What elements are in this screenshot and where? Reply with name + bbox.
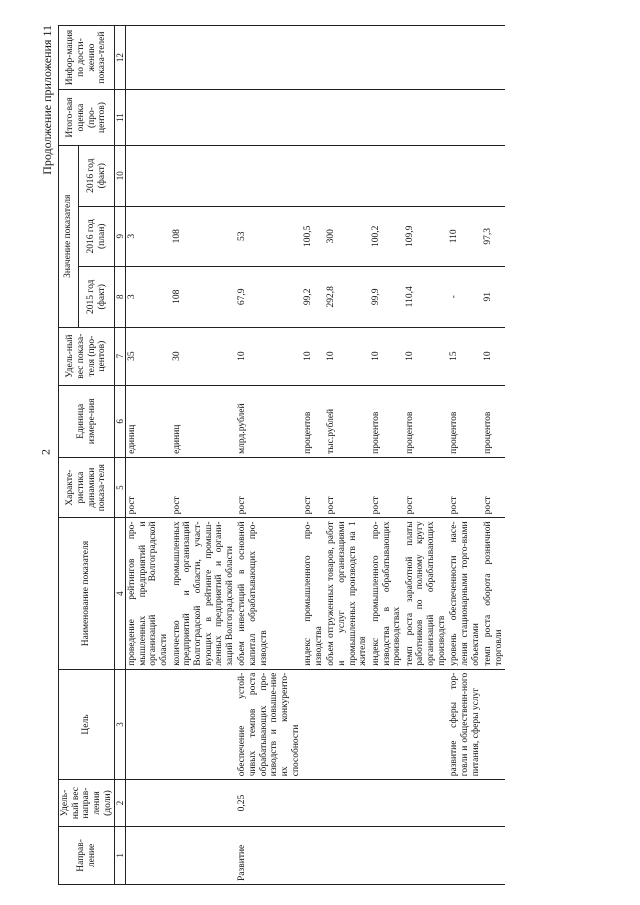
dynamics-cell: рост: [126, 457, 171, 518]
indicator-weight-cell: 10: [370, 327, 404, 385]
unit-cell: процентов: [482, 385, 505, 457]
direction-cell: [404, 826, 449, 884]
value-2016-fact-cell: [404, 145, 449, 206]
direction-cell: [171, 826, 237, 884]
goal-cell: [126, 669, 171, 780]
dynamics-cell: рост: [302, 457, 325, 518]
value-2015-cell: 110,4: [404, 267, 449, 328]
indicator-weight-cell: 10: [302, 327, 325, 385]
header-2016-fact: 2016 год (факт): [79, 145, 115, 206]
indicator-cell: индекс промышленного про-изводства: [302, 518, 325, 669]
value-2015-cell: 292,8: [325, 267, 370, 328]
info-cell: [236, 26, 302, 90]
direction-cell: [126, 826, 171, 884]
final-score-cell: [171, 90, 237, 146]
unit-cell: процентов: [404, 385, 449, 457]
table-row: [325, 26, 370, 885]
col-num: 5: [115, 457, 126, 518]
header-dynamics: Характе-ристика динамики показа-теля: [59, 457, 115, 518]
info-cell: [302, 26, 325, 90]
table-row: [171, 26, 237, 885]
final-score-cell: [126, 90, 171, 146]
value-2016-fact-cell: [448, 145, 482, 206]
dynamics-cell: рост: [325, 457, 370, 518]
indicator-cell: индекс промышленного про-изводства в обрабатывающих производствах: [370, 518, 404, 669]
direction-cell: [302, 826, 325, 884]
indicator-cell: количество промышленных предприятий и организаций Волгоградской области, участ-вующих в рейтинге промыш-ленных предприятий и органи-заций Волгоградской области: [171, 518, 237, 669]
page-number: 2: [38, 449, 53, 455]
indicator-weight-cell: 10: [325, 327, 370, 385]
indicator-cell: темп роста заработной платы работников по полному кругу организаций обрабатывающих производств: [404, 518, 449, 669]
header-weight: Удель-ный вес направ-ления (доли): [59, 780, 115, 827]
dynamics-cell: рост: [448, 457, 482, 518]
unit-cell: единиц: [171, 385, 237, 457]
value-2015-cell: 3: [126, 267, 171, 328]
dynamics-cell: рост: [404, 457, 449, 518]
value-2016-fact-cell: [302, 145, 325, 206]
goal-cell: [482, 669, 505, 780]
col-num: 10: [115, 145, 126, 206]
goal-cell: [302, 669, 325, 780]
header-goal: Цель: [59, 669, 115, 780]
value-2016-plan-cell: 108: [171, 206, 237, 267]
col-num: 11: [115, 90, 126, 146]
header-unit: Единица измере-ния: [59, 385, 115, 457]
indicator-weight-cell: 10: [404, 327, 449, 385]
table-row: [482, 26, 505, 885]
info-cell: [448, 26, 482, 90]
value-2015-cell: 91: [482, 267, 505, 328]
value-2016-plan-cell: 110: [448, 206, 482, 267]
table-row: [404, 26, 449, 885]
unit-cell: процентов: [370, 385, 404, 457]
goal-cell: обеспечение устой-чивых темпов роста обрабатывающих про-изводств и повыше-ние их конкуренто-способности: [236, 669, 302, 780]
indicator-weight-cell: 30: [171, 327, 237, 385]
dynamics-cell: рост: [236, 457, 302, 518]
value-2015-cell: 99,2: [302, 267, 325, 328]
weight-cell: [370, 780, 404, 827]
value-2016-fact-cell: [171, 145, 237, 206]
value-2016-plan-cell: 100,2: [370, 206, 404, 267]
direction-cell: Развитие: [236, 826, 302, 884]
value-2016-plan-cell: 100,5: [302, 206, 325, 267]
info-cell: [482, 26, 505, 90]
direction-cell: [325, 826, 370, 884]
info-cell: [325, 26, 370, 90]
indicators-table: [58, 25, 505, 885]
header-indicator: Наименование показателя: [59, 518, 115, 669]
table-row: [126, 26, 171, 885]
unit-cell: единиц: [126, 385, 171, 457]
header-info: Инфор-мация по дости-жению показа-телей: [59, 26, 115, 90]
dynamics-cell: рост: [171, 457, 237, 518]
indicator-cell: проведение рейтингов про-мышленных предприятий и организаций Волгоградской области: [126, 518, 171, 669]
value-2016-plan-cell: 53: [236, 206, 302, 267]
weight-cell: 0,25: [236, 780, 302, 827]
header-direction: Направ-ление: [59, 826, 115, 884]
final-score-cell: [448, 90, 482, 146]
indicator-weight-cell: 15: [448, 327, 482, 385]
column-number-row: [115, 26, 126, 885]
landscape-content: [32, 25, 612, 885]
weight-cell: [482, 780, 505, 827]
info-cell: [404, 26, 449, 90]
direction-cell: [448, 826, 482, 884]
value-2015-cell: 108: [171, 267, 237, 328]
col-num: 8: [115, 267, 126, 328]
final-score-cell: [482, 90, 505, 146]
direction-cell: [370, 826, 404, 884]
col-num: 7: [115, 327, 126, 385]
unit-cell: тыс.рублей: [325, 385, 370, 457]
indicator-weight-cell: 10: [236, 327, 302, 385]
col-num: 6: [115, 385, 126, 457]
goal-cell: [325, 669, 370, 780]
indicator-cell: уровень обеспеченности насе-ления стационарными торго-выми объектами: [448, 518, 482, 669]
unit-cell: процентов: [302, 385, 325, 457]
weight-cell: [404, 780, 449, 827]
indicator-weight-cell: 10: [482, 327, 505, 385]
final-score-cell: [325, 90, 370, 146]
value-2016-plan-cell: 300: [325, 206, 370, 267]
direction-cell: [482, 826, 505, 884]
dynamics-cell: рост: [370, 457, 404, 518]
header-final: Итого-вая оценка (про-центов): [59, 90, 115, 146]
table-row: [370, 26, 404, 885]
table-row: [236, 26, 302, 885]
indicator-cell: объем отгруженных товаров, работ и услуг организациями промышленных производств на 1 жителя: [325, 518, 370, 669]
value-2015-cell: 99,9: [370, 267, 404, 328]
col-num: 2: [115, 780, 126, 827]
col-num: 1: [115, 826, 126, 884]
header-values: Значение показателя: [59, 145, 79, 327]
value-2016-fact-cell: [126, 145, 171, 206]
final-score-cell: [404, 90, 449, 146]
header-2015: 2015 год (факт): [79, 267, 115, 328]
value-2016-fact-cell: [236, 145, 302, 206]
final-score-cell: [370, 90, 404, 146]
value-2016-plan-cell: 97,3: [482, 206, 505, 267]
final-score-cell: [236, 90, 302, 146]
weight-cell: [325, 780, 370, 827]
header-row: [59, 26, 79, 885]
info-cell: [171, 26, 237, 90]
info-cell: [126, 26, 171, 90]
col-num: 9: [115, 206, 126, 267]
unit-cell: млрд.рублей: [236, 385, 302, 457]
final-score-cell: [302, 90, 325, 146]
col-num: 3: [115, 669, 126, 780]
info-cell: [370, 26, 404, 90]
indicator-weight-cell: 35: [126, 327, 171, 385]
value-2016-fact-cell: [325, 145, 370, 206]
indicator-cell: объем инвестиций в основной капитал обрабатывающих про-изводств: [236, 518, 302, 669]
weight-cell: [126, 780, 171, 827]
col-num: 12: [115, 26, 126, 90]
goal-cell: [370, 669, 404, 780]
weight-cell: [448, 780, 482, 827]
unit-cell: процентов: [448, 385, 482, 457]
dynamics-cell: рост: [482, 457, 505, 518]
header-indicator-weight: Удель-ный вес показа-теля (про-центов): [59, 327, 115, 385]
table-row: [448, 26, 482, 885]
weight-cell: [171, 780, 237, 827]
value-2015-cell: -: [448, 267, 482, 328]
goal-cell: [404, 669, 449, 780]
value-2016-fact-cell: [482, 145, 505, 206]
value-2015-cell: 67,9: [236, 267, 302, 328]
table-row: [302, 26, 325, 885]
value-2016-plan-cell: 109,9: [404, 206, 449, 267]
col-num: 4: [115, 518, 126, 669]
header-2016-plan: 2016 год (план): [79, 206, 115, 267]
goal-cell: [171, 669, 237, 780]
indicator-cell: темп роста оборота розничной торговли: [482, 518, 505, 669]
value-2016-plan-cell: 3: [126, 206, 171, 267]
weight-cell: [302, 780, 325, 827]
appendix-caption: Продолжение приложения 11: [40, 25, 54, 175]
value-2016-fact-cell: [370, 145, 404, 206]
goal-cell: развитие сферы тор-говли и общественн-ного питания, сферы услуг: [448, 669, 482, 780]
